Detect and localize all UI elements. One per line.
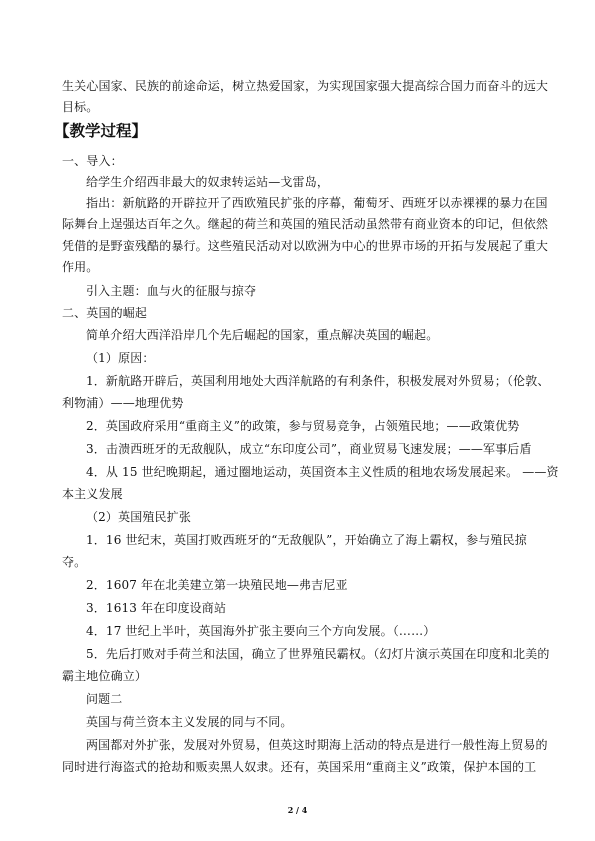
text-line: 作用。 — [62, 260, 99, 274]
text-line: 1．新航路开辟后，英国利用地处大西洋航路的有利条件，积极发展对外贸易；（伦敦、 — [86, 374, 550, 388]
text-line: 夺。 — [62, 555, 87, 569]
text-line: 利物浦）——地理优势 — [62, 396, 184, 410]
text-line: 二、英国的崛起 — [62, 306, 148, 320]
text-line: 简单介绍大西洋沿岸几个先后崛起的国家，重点解决英国的崛起。 — [86, 328, 439, 342]
text-line: （1）原因： — [86, 351, 155, 365]
text-line: 一、导入： — [62, 154, 123, 168]
text-line: 4．17 世纪上半叶，英国海外扩张主要向三个方向发展。（……） — [86, 624, 436, 638]
text-line: 引入主题：血与火的征服与掠夺 — [86, 284, 257, 298]
text-line: （2）英国殖民扩张 — [86, 510, 191, 524]
text-line: 给学生介绍西非最大的奴隶转运站—戈雷岛， — [86, 175, 330, 189]
text-line: 凭借的是野蛮残酷的暴行。这些殖民活动对以欧洲为中心的世界市场的开拓与发展起了重大 — [62, 239, 549, 253]
text-line: 目标。 — [62, 100, 99, 114]
text-line: 本主义发展 — [62, 487, 123, 501]
text-line: 问题二 — [86, 692, 123, 706]
text-line: 3．击溃西班牙的无敌舰队，成立“东印度公司”，商业贸易飞速发展；——军事后盾 — [86, 442, 532, 456]
text-line: 指出：新航路的开辟拉开了西欧殖民扩张的序幕，葡萄牙、西班牙以赤裸裸的暴力在国 — [86, 196, 548, 210]
page-number: 2 / 4 — [287, 805, 308, 815]
text-line: 3．1613 年在印度设商站 — [86, 601, 227, 615]
text-line: 两国都对外扩张，发展对外贸易，但英这时期海上活动的特点是进行一般性海上贸易的 — [86, 738, 548, 752]
text-line: 霸主地位确立） — [62, 669, 148, 683]
text-line: 5．先后打败对手荷兰和法国，确立了世界殖民霸权。（幻灯片演示英国在印度和北美的 — [86, 647, 550, 661]
text-line: 生关心国家、民族的前途命运，树立热爱国家，为实现国家强大提高综合国力而奋斗的远大 — [62, 79, 549, 93]
text-line: 2．英国政府采用“重商主义”的政策，参与贸易竞争，占领殖民地；——政策优势 — [86, 419, 520, 433]
text-line: 同时进行海盗式的抢劫和贩卖黑人奴隶。还有，英国采用“重商主义”政策，保护本国的工 — [62, 760, 537, 774]
text-line: 4．从 15 世纪晚期起，通过圈地运动，英国资本主义性质的租地农场发展起来。 ——资 — [86, 465, 559, 479]
text-line: 际舞台上逞强达百年之久。继起的荷兰和英国的殖民活动虽然带有商业资本的印记，但依然 — [62, 217, 549, 231]
text-line: 英国与荷兰资本主义发展的同与不同。 — [86, 715, 293, 729]
text-line: 1．16 世纪末，英国打败西班牙的“无敌舰队”，开始确立了海上霸权，参与殖民掠 — [86, 533, 527, 547]
section-heading: 【教学过程】 — [54, 122, 148, 140]
text-line: 2．1607 年在北美建立第一块殖民地—弗吉尼亚 — [86, 578, 348, 592]
